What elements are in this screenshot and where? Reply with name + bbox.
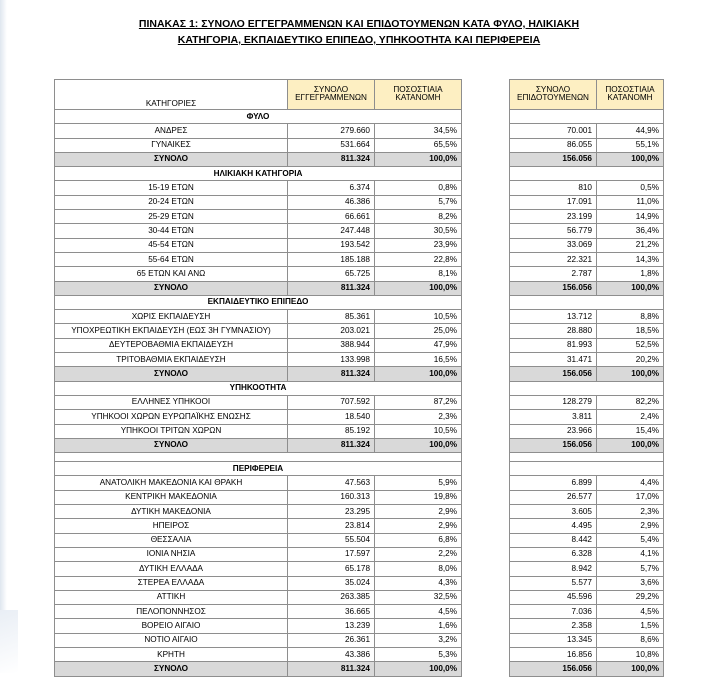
row-registered: 66.661 [288, 210, 375, 224]
row-registered: 6.374 [288, 181, 375, 195]
row-subsidized-percent: 2,3% [597, 505, 664, 519]
column-gap [462, 295, 510, 309]
section-filler [510, 167, 664, 181]
row-subsidized-percent: 55,1% [597, 138, 664, 152]
row-registered-percent: 4,3% [375, 576, 462, 590]
row-subsidized: 156.056 [510, 152, 597, 166]
row-registered-percent: 100,0% [375, 152, 462, 166]
row-category: ΣΥΝΟΛΟ [55, 662, 288, 676]
row-registered-percent: 25,0% [375, 324, 462, 338]
row-registered: 811.324 [288, 281, 375, 295]
row-subsidized: 156.056 [510, 662, 597, 676]
row-registered-percent: 8,1% [375, 267, 462, 281]
row-subsidized: 6.899 [510, 476, 597, 490]
table-row [55, 124, 664, 138]
column-gap [462, 547, 510, 561]
row-subsidized-percent: 100,0% [597, 281, 664, 295]
row-subsidized-percent: 1,8% [597, 267, 664, 281]
column-gap [462, 410, 510, 424]
column-gap [462, 367, 510, 381]
corner-decoration [0, 610, 18, 673]
spacer-row [55, 453, 664, 462]
column-gap [462, 324, 510, 338]
statistics-table [54, 79, 664, 677]
table-row [55, 519, 664, 533]
row-subsidized: 8.942 [510, 562, 597, 576]
row-registered-percent: 100,0% [375, 281, 462, 295]
row-subsidized-percent: 0,5% [597, 181, 664, 195]
row-subsidized-percent: 21,2% [597, 238, 664, 252]
row-registered: 263.385 [288, 590, 375, 604]
section-header-row [55, 167, 664, 181]
column-gap [462, 353, 510, 367]
row-subsidized: 810 [510, 181, 597, 195]
row-category: ΘΕΣΣΑΛΙΑ [55, 533, 288, 547]
table-row [55, 605, 664, 619]
row-registered-percent: 1,6% [375, 619, 462, 633]
page-edge-decoration [0, 0, 7, 673]
row-registered-percent: 100,0% [375, 367, 462, 381]
row-subsidized: 128.279 [510, 395, 597, 409]
row-registered-percent: 0,8% [375, 181, 462, 195]
row-subsidized-percent: 5,4% [597, 533, 664, 547]
total-row [55, 152, 664, 166]
row-subsidized: 4.495 [510, 519, 597, 533]
header-registered [288, 80, 375, 110]
row-registered-percent: 22,8% [375, 252, 462, 266]
section-filler [510, 110, 664, 124]
table-row [55, 224, 664, 238]
row-category: 30-44 ΕΤΩΝ [55, 224, 288, 238]
row-subsidized-percent: 15,4% [597, 424, 664, 438]
row-category: ΤΡΙΤΟΒΑΘΜΙΑ ΕΚΠΑΙΔΕΥΣΗ [55, 353, 288, 367]
column-gap [462, 505, 510, 519]
row-subsidized-percent: 4,1% [597, 547, 664, 561]
row-registered-percent: 8,2% [375, 210, 462, 224]
row-registered-percent: 47,9% [375, 338, 462, 352]
row-category: ΣΥΝΟΛΟ [55, 281, 288, 295]
row-subsidized-percent: 8,6% [597, 633, 664, 647]
row-subsidized: 70.001 [510, 124, 597, 138]
column-gap [462, 519, 510, 533]
row-category: ΣΥΝΟΛΟ [55, 152, 288, 166]
row-subsidized-percent: 100,0% [597, 152, 664, 166]
row-subsidized-percent: 100,0% [597, 367, 664, 381]
row-subsidized: 86.055 [510, 138, 597, 152]
column-gap [462, 238, 510, 252]
row-category: 20-24 ΕΤΩΝ [55, 195, 288, 209]
row-category: ΧΩΡΙΣ ΕΚΠΑΙΔΕΥΣΗ [55, 310, 288, 324]
column-gap [462, 310, 510, 324]
row-subsidized: 16.856 [510, 647, 597, 661]
row-subsidized: 7.036 [510, 605, 597, 619]
row-subsidized: 3.605 [510, 505, 597, 519]
row-subsidized: 8.442 [510, 533, 597, 547]
table-row [55, 267, 664, 281]
column-gap [462, 576, 510, 590]
row-registered: 47.563 [288, 476, 375, 490]
row-registered: 13.239 [288, 619, 375, 633]
row-category: ΥΠΗΚΟΟΙ ΤΡΙΤΩΝ ΧΩΡΩΝ [55, 424, 288, 438]
row-subsidized-percent: 2,9% [597, 519, 664, 533]
row-registered: 65.725 [288, 267, 375, 281]
row-subsidized-percent: 4,4% [597, 476, 664, 490]
row-registered: 811.324 [288, 367, 375, 381]
table-title-line-1: ΠΙΝΑΚΑΣ 1: ΣΥΝΟΛΟ ΕΓΓΕΓΡΑΜΜΕΝΩΝ ΚΑΙ ΕΠΙΔΟΤΟΥΜΕΝΩΝ ΚΑΤΑ ΦΥΛΟ, ΗΛΙΚΙΑΚΗ [138, 18, 580, 30]
header-registered-line1: ΣΥΝΟΛΟ [313, 84, 349, 94]
table-row [55, 547, 664, 561]
section-filler [510, 381, 664, 395]
table-row [55, 619, 664, 633]
row-registered: 46.386 [288, 195, 375, 209]
row-registered-percent: 34,5% [375, 124, 462, 138]
header-sub-pct-line2: ΚΑΤΑΝΟΜΗ [607, 93, 653, 102]
table-row [55, 338, 664, 352]
column-gap [462, 195, 510, 209]
column-gap [462, 590, 510, 604]
row-category: 45-54 ΕΤΩΝ [55, 238, 288, 252]
section-header-row [55, 462, 664, 476]
row-registered-percent: 8,0% [375, 562, 462, 576]
column-gap [462, 633, 510, 647]
row-registered: 203.021 [288, 324, 375, 338]
table-body [55, 80, 664, 677]
header-subsidized [510, 80, 597, 110]
row-registered: 531.664 [288, 138, 375, 152]
row-category: ΑΝΔΡΕΣ [55, 124, 288, 138]
row-subsidized-percent: 29,2% [597, 590, 664, 604]
row-registered-percent: 100,0% [375, 438, 462, 452]
row-subsidized: 6.328 [510, 547, 597, 561]
row-subsidized-percent: 14,3% [597, 252, 664, 266]
row-subsidized: 156.056 [510, 367, 597, 381]
row-subsidized: 13.712 [510, 310, 597, 324]
row-category: ΔΥΤΙΚΗ ΜΑΚΕΔΟΝΙΑ [55, 505, 288, 519]
spacer-cell [510, 453, 664, 462]
row-category: ΑΝΑΤΟΛΙΚΗ ΜΑΚΕΔΟΝΙΑ ΚΑΙ ΘΡΑΚΗ [55, 476, 288, 490]
row-registered-percent: 5,7% [375, 195, 462, 209]
row-subsidized: 33.069 [510, 238, 597, 252]
row-category: 55-64 ΕΤΩΝ [55, 252, 288, 266]
section-title: ΗΛΙΚΙΑΚΗ ΚΑΤΗΓΟΡΙΑ [55, 167, 462, 181]
table-row [55, 424, 664, 438]
table-row [55, 647, 664, 661]
section-header-row [55, 110, 664, 124]
total-row [55, 662, 664, 676]
header-registered-line2: ΕΓΓΕΓΡΑΜΜΕΝΩΝ [295, 93, 367, 102]
row-subsidized: 22.321 [510, 252, 597, 266]
row-subsidized: 31.471 [510, 353, 597, 367]
total-row [55, 281, 664, 295]
row-subsidized-percent: 44,9% [597, 124, 664, 138]
row-subsidized-percent: 4,5% [597, 605, 664, 619]
row-subsidized-percent: 52,5% [597, 338, 664, 352]
column-gap [462, 210, 510, 224]
row-registered: 707.592 [288, 395, 375, 409]
row-subsidized: 2.358 [510, 619, 597, 633]
row-registered: 811.324 [288, 662, 375, 676]
header-subsidized-line2: ΕΠΙΔΟΤΟΥΜΕΝΩΝ [517, 93, 589, 102]
row-category: 15-19 ΕΤΩΝ [55, 181, 288, 195]
row-category: ΝΟΤΙΟ ΑΙΓΑΙΟ [55, 633, 288, 647]
row-registered: 26.361 [288, 633, 375, 647]
header-registered-percent [375, 80, 462, 110]
column-gap [462, 167, 510, 181]
row-subsidized-percent: 100,0% [597, 662, 664, 676]
row-category: ΚΕΝΤΡΙΚΗ ΜΑΚΕΔΟΝΙΑ [55, 490, 288, 504]
total-row [55, 438, 664, 452]
header-row [55, 80, 664, 110]
column-gap [462, 462, 510, 476]
table-row [55, 195, 664, 209]
column-gap [462, 533, 510, 547]
spacer-cell [55, 453, 462, 462]
section-header-row [55, 295, 664, 309]
column-gap [462, 662, 510, 676]
row-subsidized: 28.880 [510, 324, 597, 338]
row-category: ΑΤΤΙΚΗ [55, 590, 288, 604]
row-subsidized: 5.577 [510, 576, 597, 590]
table-row [55, 181, 664, 195]
section-header-row [55, 381, 664, 395]
section-title: ΕΚΠΑΙΔΕΥΤΙΚΟ ΕΠΙΠΕΔΟ [55, 295, 462, 309]
row-category: ΚΡΗΤΗ [55, 647, 288, 661]
row-registered: 43.386 [288, 647, 375, 661]
column-gap [462, 424, 510, 438]
column-gap [462, 110, 510, 124]
row-registered: 160.313 [288, 490, 375, 504]
section-filler [510, 462, 664, 476]
row-subsidized: 156.056 [510, 438, 597, 452]
table-row [55, 476, 664, 490]
row-registered: 85.192 [288, 424, 375, 438]
row-subsidized-percent: 11,0% [597, 195, 664, 209]
row-registered-percent: 100,0% [375, 662, 462, 676]
row-registered-percent: 87,2% [375, 395, 462, 409]
row-registered: 133.998 [288, 353, 375, 367]
row-registered: 811.324 [288, 438, 375, 452]
row-registered-percent: 2,9% [375, 505, 462, 519]
row-registered: 193.542 [288, 238, 375, 252]
row-registered: 35.024 [288, 576, 375, 590]
row-registered: 65.178 [288, 562, 375, 576]
row-subsidized: 13.345 [510, 633, 597, 647]
table-row [55, 490, 664, 504]
row-subsidized-percent: 36,4% [597, 224, 664, 238]
table-row [55, 590, 664, 604]
table-row [55, 238, 664, 252]
row-registered: 36.665 [288, 605, 375, 619]
row-subsidized-percent: 8,8% [597, 310, 664, 324]
header-sub-pct-line1: ΠΟΣΟΣΤΙΑΙΑ [605, 84, 655, 94]
section-title: ΠΕΡΙΦΕΡΕΙΑ [55, 462, 462, 476]
row-category: ΥΠΟΧΡΕΩΤΙΚΗ ΕΚΠΑΙΔΕΥΣΗ (ΕΩΣ 3Η ΓΥΜΝΑΣΙΟΥ) [55, 324, 288, 338]
row-subsidized-percent: 100,0% [597, 438, 664, 452]
column-gap [462, 453, 510, 462]
table-row [55, 353, 664, 367]
row-registered-percent: 65,5% [375, 138, 462, 152]
row-category: ΠΕΛΟΠΟΝΝΗΣΟΣ [55, 605, 288, 619]
row-subsidized: 3.811 [510, 410, 597, 424]
table-row [55, 310, 664, 324]
row-registered-percent: 10,5% [375, 310, 462, 324]
column-gap [462, 647, 510, 661]
row-registered-percent: 6,8% [375, 533, 462, 547]
table-row [55, 324, 664, 338]
row-subsidized: 23.966 [510, 424, 597, 438]
row-category: ΙΟΝΙΑ ΝΗΣΙΑ [55, 547, 288, 561]
column-gap [462, 181, 510, 195]
row-category: ΔΕΥΤΕΡΟΒΑΘΜΙΑ ΕΚΠΑΙΔΕΥΣΗ [55, 338, 288, 352]
row-subsidized-percent: 14,9% [597, 210, 664, 224]
row-registered: 279.660 [288, 124, 375, 138]
row-subsidized: 26.577 [510, 490, 597, 504]
row-subsidized-percent: 82,2% [597, 395, 664, 409]
row-registered-percent: 5,3% [375, 647, 462, 661]
row-subsidized-percent: 3,6% [597, 576, 664, 590]
row-registered: 55.504 [288, 533, 375, 547]
row-subsidized: 56.779 [510, 224, 597, 238]
column-gap [462, 476, 510, 490]
row-category: ΗΠΕΙΡΟΣ [55, 519, 288, 533]
row-registered-percent: 2,9% [375, 519, 462, 533]
row-subsidized: 81.993 [510, 338, 597, 352]
row-subsidized-percent: 2,4% [597, 410, 664, 424]
column-gap [462, 152, 510, 166]
column-gap [462, 281, 510, 295]
column-gap [462, 138, 510, 152]
table-row [55, 138, 664, 152]
table-row [55, 576, 664, 590]
column-gap [462, 224, 510, 238]
row-registered: 247.448 [288, 224, 375, 238]
row-registered: 185.188 [288, 252, 375, 266]
row-registered-percent: 32,5% [375, 590, 462, 604]
header-subsidized-line1: ΣΥΝΟΛΟ [535, 84, 571, 94]
row-registered: 388.944 [288, 338, 375, 352]
column-gap [462, 562, 510, 576]
row-registered: 18.540 [288, 410, 375, 424]
row-registered: 811.324 [288, 152, 375, 166]
row-registered-percent: 2,2% [375, 547, 462, 561]
column-gap [462, 80, 510, 110]
row-registered-percent: 2,3% [375, 410, 462, 424]
row-registered-percent: 10,5% [375, 424, 462, 438]
row-category: ΔΥΤΙΚΗ ΕΛΛΑΔΑ [55, 562, 288, 576]
row-subsidized: 2.787 [510, 267, 597, 281]
table-row [55, 633, 664, 647]
column-gap [462, 395, 510, 409]
row-category: 25-29 ΕΤΩΝ [55, 210, 288, 224]
column-gap [462, 267, 510, 281]
table-row [55, 395, 664, 409]
table-title-line-2: ΚΑΤΗΓΟΡΙΑ, ΕΚΠΑΙΔΕΥΤΙΚΟ ΕΠΙΠΕΔΟ, ΥΠΗΚΟΟΤΗΤΑ ΚΑΙ ΠΕΡΙΦΕΡΕΙΑ [177, 34, 541, 46]
row-subsidized-percent: 20,2% [597, 353, 664, 367]
row-category: ΕΛΛΗΝΕΣ ΥΠΗΚΟΟΙ [55, 395, 288, 409]
row-registered: 17.597 [288, 547, 375, 561]
row-registered: 85.361 [288, 310, 375, 324]
row-subsidized-percent: 5,7% [597, 562, 664, 576]
header-reg-pct-line1: ΠΟΣΟΣΤΙΑΙΑ [393, 84, 443, 94]
row-subsidized: 23.199 [510, 210, 597, 224]
column-gap [462, 252, 510, 266]
row-category: ΒΟΡΕΙΟ ΑΙΓΑΙΟ [55, 619, 288, 633]
column-gap [462, 619, 510, 633]
table-row [55, 533, 664, 547]
table-row [55, 505, 664, 519]
row-category: ΥΠΗΚΟΟΙ ΧΩΡΩΝ ΕΥΡΩΠΑΪΚΗΣ ΕΝΩΣΗΣ [55, 410, 288, 424]
column-gap [462, 124, 510, 138]
section-title: ΦΥΛΟ [55, 110, 462, 124]
row-category: 65 ΕΤΩΝ ΚΑΙ ΑΝΩ [55, 267, 288, 281]
row-subsidized-percent: 1,5% [597, 619, 664, 633]
row-subsidized-percent: 10,8% [597, 647, 664, 661]
row-category: ΣΥΝΟΛΟ [55, 367, 288, 381]
section-filler [510, 295, 664, 309]
row-registered-percent: 5,9% [375, 476, 462, 490]
column-gap [462, 490, 510, 504]
statistics-table-container [54, 79, 664, 677]
row-subsidized: 45.596 [510, 590, 597, 604]
row-category: ΣΥΝΟΛΟ [55, 438, 288, 452]
column-gap [462, 381, 510, 395]
row-category: ΣΤΕΡΕΑ ΕΛΛΑΔΑ [55, 576, 288, 590]
column-gap [462, 605, 510, 619]
row-registered: 23.814 [288, 519, 375, 533]
row-registered-percent: 19,8% [375, 490, 462, 504]
row-category: ΓΥΝΑΙΚΕΣ [55, 138, 288, 152]
total-row [55, 367, 664, 381]
table-row [55, 562, 664, 576]
row-registered-percent: 3,2% [375, 633, 462, 647]
row-subsidized: 156.056 [510, 281, 597, 295]
table-row [55, 410, 664, 424]
section-title: ΥΠΗΚΟΟΤΗΤΑ [55, 381, 462, 395]
header-reg-pct-line2: ΚΑΤΑΝΟΜΗ [395, 93, 441, 102]
column-gap [462, 338, 510, 352]
column-gap [462, 438, 510, 452]
row-registered-percent: 4,5% [375, 605, 462, 619]
row-registered: 23.295 [288, 505, 375, 519]
row-registered-percent: 16,5% [375, 353, 462, 367]
table-row [55, 252, 664, 266]
row-subsidized-percent: 18,5% [597, 324, 664, 338]
header-categories: ΚΑΤΗΓΟΡΙΕΣ [55, 80, 288, 110]
row-subsidized-percent: 17,0% [597, 490, 664, 504]
row-registered-percent: 30,5% [375, 224, 462, 238]
table-row [55, 210, 664, 224]
row-subsidized: 17.091 [510, 195, 597, 209]
header-subsidized-percent [597, 80, 664, 110]
row-registered-percent: 23,9% [375, 238, 462, 252]
